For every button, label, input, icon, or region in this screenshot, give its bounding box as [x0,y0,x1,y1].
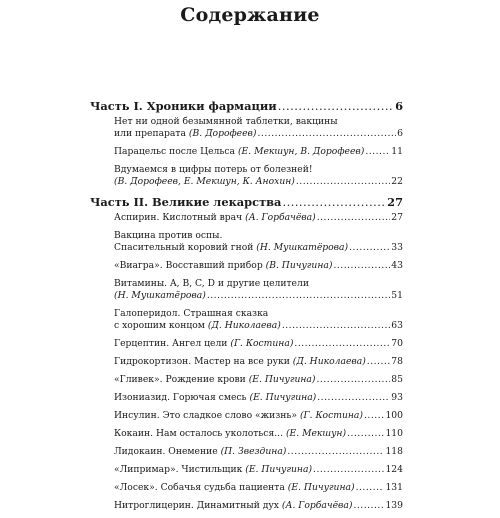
dot-leader [282,320,390,332]
page-number: 51 [391,290,403,301]
part-title: Часть I. Хроники фармации [90,99,277,113]
entry-line [114,482,403,494]
entry-author: (Е. Мекшун) [285,428,347,439]
entry-author: (Д. Николаева) [207,320,281,331]
entry-title [114,338,293,350]
entry-author: (А. Горбачёва) [245,212,316,223]
toc-entry[interactable] [114,212,403,224]
entry-title-text: Инсулин. Это сладкое слово «жизнь» [114,410,298,421]
toc-entry[interactable] [114,392,403,404]
entry-title-text: Изониазид. Горючая смесь [114,392,247,403]
dot-leader [296,176,390,188]
toc-entry[interactable] [114,146,403,158]
dot-leader [317,212,391,224]
entry-title [114,242,348,254]
entry-line [114,290,403,302]
entry-author: (В. Дорофеев) [188,128,257,139]
entry-author: (Е. Пичугина) [249,392,317,403]
entry-line [114,464,403,476]
entry-line [114,374,403,386]
toc-part-heading[interactable] [90,195,403,209]
toc-entry[interactable] [114,374,403,386]
entry-line [114,146,403,158]
entry-line [114,212,403,224]
toc-entry[interactable] [114,260,403,272]
entry-line [114,128,403,140]
entry-title-first-line: Галоперидол. Страшная сказка [114,308,269,319]
part-title: Часть II. Великие лекарства [90,195,282,209]
dot-leader [294,338,390,350]
dot-leader [282,195,386,209]
entry-author: (А. Горбачёва) [281,500,353,511]
page-number: 139 [385,500,403,511]
entry-title-text: с хорошим концом [114,320,205,331]
entry-title-text: Лидокаин. Онемение [114,446,218,457]
entry-title [114,464,312,476]
entry-title [114,146,364,158]
toc-entry[interactable] [114,500,403,512]
entry-title-text: Герцептин. Ангел цели [114,338,228,349]
dot-leader [349,242,390,254]
toc-entry[interactable] [114,230,403,254]
page-number: 27 [387,195,403,209]
dot-leader [333,260,390,272]
entry-author: (В. Пичугина) [265,260,333,271]
page-number: 6 [395,99,403,113]
toc-entry[interactable] [114,464,403,476]
entry-author: (Н. Мушкатёрова) [114,290,206,301]
toc-part-heading[interactable] [90,99,403,113]
page-number: 22 [391,176,403,187]
page-number: 33 [391,242,403,253]
entry-author: (Д. Николаева) [292,356,366,367]
page-number: 27 [391,212,403,223]
page-number: 63 [391,320,403,331]
entry-title [114,290,206,302]
toc-entry[interactable] [114,482,403,494]
page-number: 70 [391,338,403,349]
page-number: 93 [391,392,403,403]
entry-title-text: Гидрокортизон. Мастер на все руки [114,356,290,367]
page-title: Содержание [180,4,320,26]
dot-leader [278,99,394,113]
page-number: 6 [397,128,403,139]
entry-line [114,176,403,188]
table-of-contents [90,99,403,518]
entry-author: (Е. Пичугина) [248,374,316,385]
page-number: 11 [391,146,403,157]
dot-leader [313,464,384,476]
entry-title [114,356,366,368]
entry-author: (Е. Пичугина) [287,482,355,493]
entry-title [114,374,316,386]
entry-title [114,446,286,458]
dot-leader [287,446,384,458]
page-number: 85 [391,374,403,385]
entry-title [114,500,352,512]
entry-title-text: Аспирин. Кислотный врач [114,212,243,223]
toc-entry[interactable] [114,446,403,458]
entry-line [114,446,403,458]
page-number: 131 [385,482,403,493]
entry-title-first-line: Витамины. A, B, C, D и другие целители [114,278,309,289]
entry-title-text: Кокаин. Нам осталось уколоться... [114,428,284,439]
toc-entry[interactable] [114,308,403,332]
page-number: 118 [385,446,403,457]
dot-leader [364,410,384,422]
entry-title-first-line: Нет ни одной безымянной таблетки, вакцины [114,116,338,127]
entry-title-text: Спасительный коровий гной [114,242,254,253]
entry-line [114,410,403,422]
dot-leader [317,374,391,386]
entry-line [114,500,403,512]
entry-title [114,392,316,404]
toc-entry[interactable] [114,410,403,422]
dot-leader [207,290,390,302]
page-number: 124 [385,464,403,475]
entry-line [114,242,403,254]
toc-entry[interactable] [114,278,403,302]
entry-author: (Е. Пичугина) [245,464,313,475]
entry-title-text: Парацельс после Цельса [114,146,236,157]
entry-title-text: «Лосек». Собачья судьба пациента [114,482,285,493]
entry-author: (Г. Костина) [299,410,363,421]
entry-author: (Г. Костина) [230,338,294,349]
entry-line [114,392,403,404]
toc-entry[interactable] [114,338,403,350]
entry-title-text: «Гливек». Рождение крови [114,374,246,385]
page-number: 43 [391,260,403,271]
entry-title [114,482,355,494]
entry-title [114,176,295,188]
entry-title-text: или препарата [114,128,186,139]
entry-line [114,356,403,368]
dot-leader [353,500,384,512]
entry-author: (Н. Мушкатёрова) [256,242,349,253]
entry-title-first-line: Вдумаемся в цифры потерь от болезней! [114,164,313,175]
entry-title-first-line: Вакцина против оспы. [114,230,223,241]
page-number: 100 [385,410,403,421]
entry-line [114,320,403,332]
toc-entry[interactable] [114,164,403,188]
dot-leader [347,428,384,440]
entry-author: (П. Звездина) [220,446,287,457]
entry-title [114,320,281,332]
page-number: 110 [385,428,403,439]
dot-leader [365,146,390,158]
entry-author: (Е. Мекшун, В. Дорофеев) [237,146,365,157]
entry-title [114,212,316,224]
dot-leader [356,482,385,494]
entry-line [114,428,403,440]
entry-author: (В. Дорофеев, Е. Мекшун, К. Анохин) [114,176,295,187]
toc-entry[interactable] [114,356,403,368]
entry-title [114,128,256,140]
dot-leader [257,128,396,140]
entry-title-text: Нитроглицерин. Динамитный дух [114,500,279,511]
entry-title-text: «Виагра». Восставший прибор [114,260,263,271]
entry-title-text: «Липримар». Чистильщик [114,464,243,475]
toc-entry[interactable] [114,116,403,140]
entry-title [114,260,332,272]
entry-line [114,338,403,350]
dot-leader [317,392,390,404]
dot-leader [367,356,391,368]
entry-title [114,428,346,440]
entry-title [114,410,363,422]
toc-entry[interactable] [114,428,403,440]
entry-line [114,260,403,272]
page-number: 78 [391,356,403,367]
